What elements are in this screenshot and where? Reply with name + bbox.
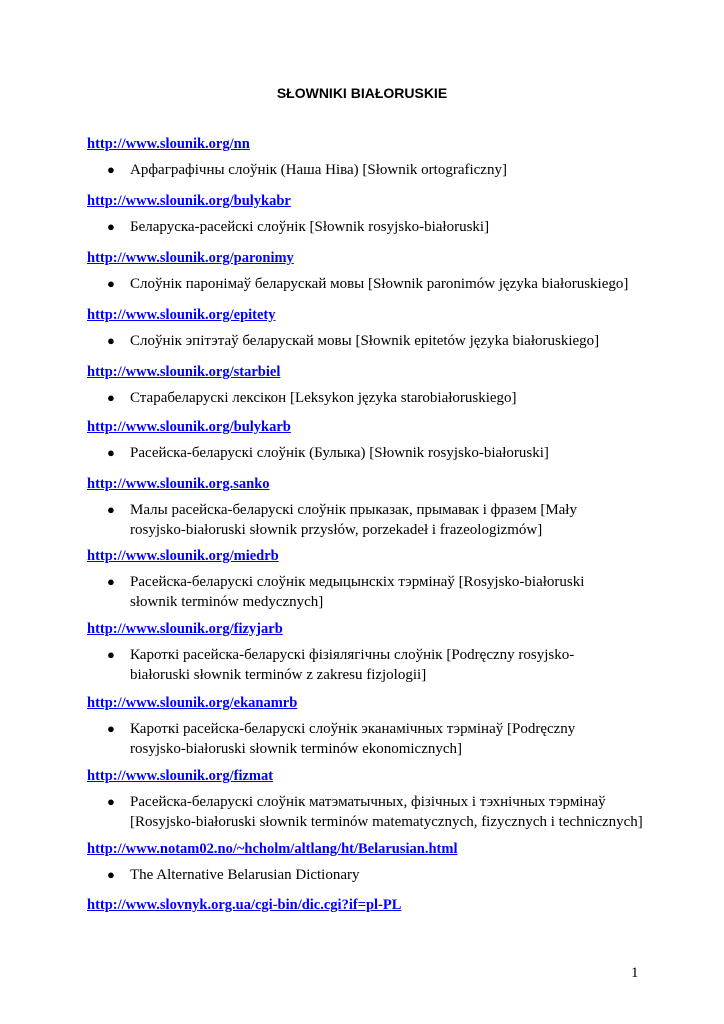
- item-text: Арфаграфічны слоўнік (Наша Ніва) [Słownik ortograficzny]: [130, 162, 507, 178]
- list-item: [87, 792, 645, 832]
- list-item: [87, 217, 630, 237]
- bullet-icon: ●: [107, 867, 115, 882]
- dictionary-link[interactable]: http://www.slounik.org/epitety: [87, 307, 276, 323]
- item-text: Малы расейска-беларускі слоўнік прыказак, прымавак і фразем [Mały rosyjsko-białoruski słownik przysłów, porzekadeł i frazeologizmów]: [130, 502, 577, 538]
- list-item: [87, 500, 630, 540]
- dictionary-link[interactable]: http://www.slounik.org.sanko: [87, 476, 270, 492]
- dictionary-entry: [87, 840, 647, 885]
- dictionary-entry: [87, 306, 647, 351]
- item-text: Беларуска-расейскі слоўнік [Słownik rosyjsko-białoruski]: [130, 219, 490, 235]
- list-item: [87, 572, 630, 612]
- list-item: [87, 865, 630, 885]
- dictionary-entry: [87, 475, 647, 540]
- bullet-icon: ●: [107, 721, 115, 736]
- dictionary-link[interactable]: http://www.slounik.org/fizmat: [87, 768, 274, 784]
- dictionary-entry: [87, 192, 647, 237]
- list-item: [87, 443, 630, 463]
- list-item: [87, 274, 650, 294]
- dictionary-link[interactable]: http://www.slounik.org/paronimy: [87, 250, 294, 266]
- dictionary-link[interactable]: http://www.slounik.org/ekanamrb: [87, 695, 298, 711]
- bullet-icon: ●: [107, 445, 115, 460]
- dictionary-link[interactable]: http://www.slounik.org/fizyjarb: [87, 621, 283, 637]
- dictionary-link[interactable]: http://www.slounik.org/miedrb: [87, 548, 279, 564]
- dictionary-link[interactable]: http://www.slounik.org/nn: [87, 136, 250, 152]
- list-item: [87, 331, 650, 351]
- dictionary-link[interactable]: http://www.slounik.org/starbiel: [87, 364, 281, 380]
- dictionary-entry: [87, 249, 647, 294]
- item-text: Слоўнік паронімаў беларускай мовы [Słownik paronimów języka białoruskiego]: [130, 276, 629, 292]
- item-text: The Alternative Belarusian Dictionary: [130, 867, 360, 883]
- item-text: Слоўнік эпітэтаў беларускай мовы [Słownik epitetów języka białoruskiego]: [130, 333, 600, 349]
- dictionary-link[interactable]: http://www.notam02.no/~hcholm/altlang/ht/Belarusian.html: [87, 841, 458, 857]
- dictionary-entry: [87, 418, 647, 463]
- dictionary-entry: [87, 694, 647, 759]
- bullet-icon: ●: [107, 574, 115, 589]
- item-text: Кароткі расейска-беларускі слоўнік эканамічных тэрмінаў [Podręczny rosyjsko-białoruski słownik terminów ekonomicznych]: [130, 721, 576, 757]
- item-text: Расейска-беларускі слоўнік медыцынскіх тэрмінаў [Rosyjsko-białoruski słownik terminów medycznych]: [130, 574, 585, 610]
- page-number: 1: [631, 965, 639, 981]
- list-item: [87, 719, 630, 759]
- bullet-icon: ●: [107, 647, 115, 662]
- bullet-icon: ●: [107, 502, 115, 517]
- page-title: SŁOWNIKI BIAŁORUSKIE: [276, 85, 448, 101]
- bullet-icon: ●: [107, 390, 115, 405]
- bullet-icon: ●: [107, 276, 115, 291]
- dictionary-entry: [87, 620, 647, 685]
- item-text: Старабеларускі лексікон [Leksykon języka starobiałoruskiego]: [130, 390, 517, 406]
- dictionary-link[interactable]: http://www.slovnyk.org.ua/cgi-bin/dic.cgi?if=pl-PL: [87, 897, 402, 913]
- bullet-icon: ●: [107, 794, 115, 809]
- dictionary-link[interactable]: http://www.slounik.org/bulykarb: [87, 419, 291, 435]
- bullet-icon: ●: [107, 333, 115, 348]
- dictionary-entry: [87, 767, 647, 832]
- list-item: [87, 645, 630, 685]
- dictionary-link[interactable]: http://www.slounik.org/bulykabr: [87, 193, 291, 209]
- list-item: [87, 160, 630, 180]
- item-text: Расейска-беларускі слоўнік (Булыка) [Słownik rosyjsko-białoruski]: [130, 445, 549, 461]
- bullet-icon: ●: [107, 219, 115, 234]
- item-text: Кароткі расейска-беларускі фізіялягічны слоўнік [Podręczny rosyjsko-białoruski słownik terminów z zakresu fizjologii]: [130, 647, 575, 683]
- dictionary-entry: [87, 135, 647, 180]
- item-text: Расейска-беларускі слоўнік матэматычных, фізічных і тэхнічных тэрмінаў [Rosyjsko-białoruski słownik terminów matematycznych, fizycznych i technicznych]: [130, 794, 643, 830]
- dictionary-entry: [87, 363, 647, 408]
- dictionary-entry: [87, 896, 647, 914]
- bullet-icon: ●: [107, 162, 115, 177]
- dictionary-entry: [87, 547, 647, 612]
- list-item: [87, 388, 630, 408]
